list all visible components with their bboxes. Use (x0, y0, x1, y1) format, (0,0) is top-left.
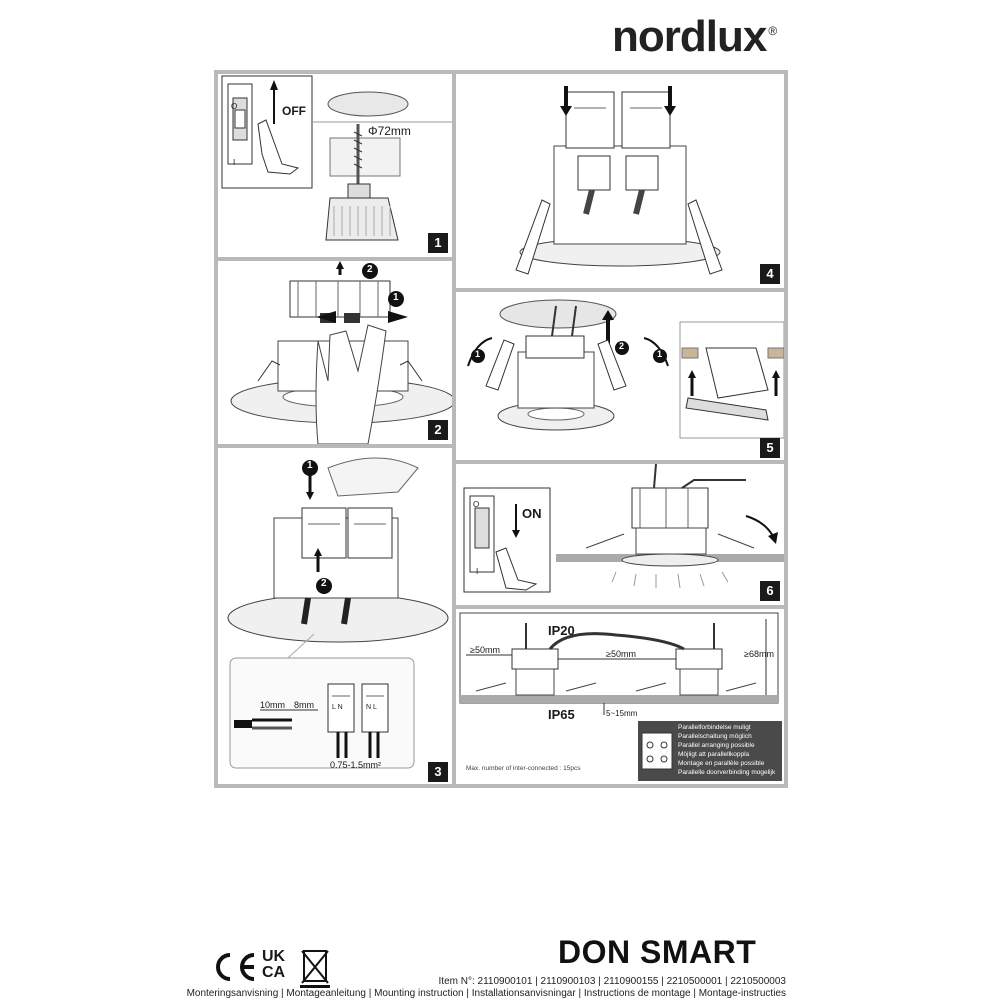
step-number-1: 1 (428, 233, 448, 253)
ukca-mark-bottom: CA (262, 964, 286, 981)
switch-mark-top: O (231, 102, 238, 111)
step-3-illustration (218, 448, 452, 784)
step-4-illustration (456, 74, 784, 288)
on-label: ON (522, 506, 542, 521)
strip-long-label: 10mm (260, 700, 286, 710)
switch-mark-bottom: I (233, 158, 236, 167)
step-number-2: 2 (428, 420, 448, 440)
step-number-6: 6 (760, 581, 780, 601)
certification-marks (212, 945, 362, 989)
step-7-panel (456, 609, 784, 784)
terminal-right-label: N L (366, 704, 377, 711)
step-5-illustration (456, 292, 784, 460)
parallel-note-nl: Parallelle doorverbinding mogelijk (678, 769, 776, 776)
rotate-left-marker-label: 1 (475, 349, 481, 359)
switch-on-mark-top: O (473, 500, 480, 509)
brand-logo (612, 12, 776, 62)
parallel-note-de: Parallelschaltung möglich (678, 733, 752, 740)
parallel-note-en: Parallel arranging possible (678, 742, 755, 749)
parallel-note-fr: Montage en parallèle possible (678, 760, 765, 767)
push-marker-label: 2 (367, 264, 373, 275)
clearance-left-label: ≥50mm (470, 645, 500, 655)
parallel-note-box (674, 721, 782, 781)
press-marker-label: 1 (307, 460, 313, 471)
parallel-note-da: Parallelforbindelse muligt (678, 724, 751, 731)
step-6-illustration (456, 464, 784, 605)
instruction-languages: Monteringsanvisning | Montageanleitung | Mounting instruction | Installationsanvisningar | Instructions de montage | Montage-instructies (186, 988, 786, 999)
step-number-5: 5 (760, 438, 780, 458)
step-6-panel (456, 464, 784, 605)
clearance-height-label: ≥68mm (744, 649, 774, 659)
pull-marker-label: 2 (619, 341, 625, 351)
item-numbers: Item N°: 2110900101 | 2110900103 | 2110900155 | 2210500001 | 2210500003 (438, 976, 786, 987)
certification-icons (212, 945, 362, 989)
product-title: DON SMART (558, 934, 757, 970)
wire-gauge-label: 0.75-1.5mm² (330, 760, 382, 770)
step-2-illustration (218, 261, 452, 444)
step-5-panel (456, 292, 784, 460)
hole-diameter-label: Φ72mm (368, 124, 411, 138)
insert-marker-label: 2 (321, 578, 327, 589)
ip20-label: IP20 (548, 623, 575, 638)
step-number-3: 3 (428, 762, 448, 782)
ip65-label: IP65 (548, 707, 575, 722)
strip-short-label: 8mm (294, 700, 314, 710)
step-1-panel (218, 74, 452, 257)
registered-mark: ® (768, 24, 777, 39)
rotate-right-marker-label: 1 (657, 349, 663, 359)
off-label: OFF (282, 104, 306, 118)
step-number-4: 4 (760, 264, 780, 284)
clearance-between-label: ≥50mm (606, 649, 636, 659)
lift-marker-label: 1 (393, 292, 399, 303)
brand-name: nordlux (612, 12, 767, 61)
ceiling-thickness-label: 5~15mm (606, 709, 638, 718)
step-3-panel (218, 448, 452, 784)
terminal-left-label: L N (332, 704, 343, 711)
step-2-panel (218, 261, 452, 444)
instruction-sheet (214, 70, 788, 788)
switch-on-mark-bottom: I (476, 567, 479, 576)
step-4-panel (456, 74, 784, 288)
ukca-mark-top: UK (262, 948, 286, 965)
max-interconnect-note: Max. number of inter-connected : 15pcs (466, 765, 581, 772)
parallel-note-sv: Möjligt att parallellkoppla (678, 751, 750, 758)
step-1-illustration (218, 74, 452, 257)
